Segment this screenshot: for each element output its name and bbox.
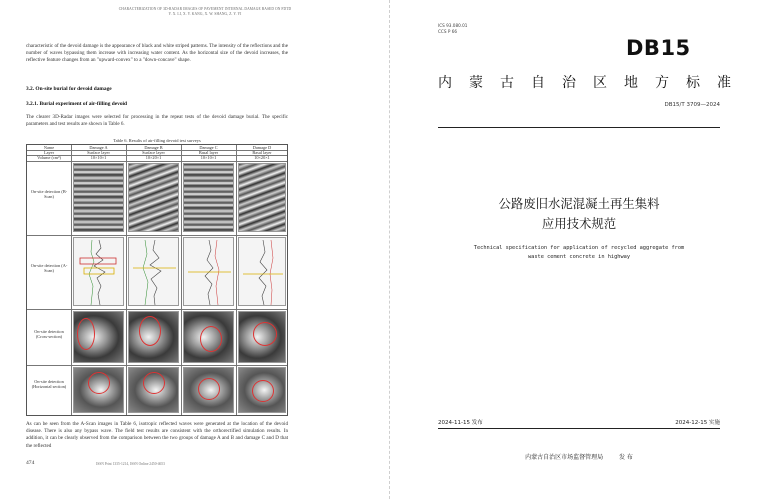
left-page [0, 0, 389, 499]
footer-rule [438, 428, 720, 429]
standard-logo: DB15 [626, 36, 691, 60]
row-label-ascan: On-site detection (A-Scan) [30, 263, 68, 273]
ascan-image-c [183, 237, 234, 306]
damage-circle [88, 372, 110, 394]
bscan-image-b [128, 163, 179, 232]
col-name-a: Damage A [89, 145, 108, 150]
bscan-image-d [238, 163, 286, 232]
row-label-bscan: On-site detection (B-Scan) [30, 189, 68, 199]
standard-category: 内蒙古自治区地方标准 [438, 75, 748, 91]
ascan-plot-a [74, 238, 124, 306]
section-heading: 3.2. On-site burial for devoid damage [26, 86, 112, 92]
table-row-bscan [27, 161, 287, 236]
results-table [26, 144, 288, 416]
table-row-ascan [27, 235, 287, 310]
issn-footer: ISSN Print 1335-1214, ISSN Online 2450-4653 [96, 462, 165, 466]
paragraph-experiment: The clearer 3D-Radar images were selected for processing in the repeat tests of the devoid damage burial. The specific parameters and test results are shown in Table 6. [26, 114, 288, 128]
english-title [438, 244, 720, 261]
classification-codes [438, 23, 467, 35]
col-volume-d: 10×20×1 [254, 155, 270, 160]
page-number: 474 [26, 460, 35, 466]
col-name-c: Damage C [199, 145, 218, 150]
damage-circle [252, 380, 274, 402]
col-layer-a: Surface layer [87, 150, 110, 155]
table-row-horizontal-section [27, 365, 287, 415]
ics-code: ICS 93.080.01 [438, 23, 468, 28]
table-row-cross-section [27, 309, 287, 366]
col-name-d: Damage D [252, 145, 272, 150]
cross-section-image-b [128, 311, 179, 363]
ccs-code: CCS P 66 [438, 29, 458, 34]
publisher-name: 内蒙古自治区市场监督管理局 [525, 454, 604, 461]
col-layer-d: Basal layer [252, 150, 272, 155]
ascan-image-a [73, 237, 124, 306]
horizontal-section-image-d [238, 367, 286, 413]
chinese-title-line1: 公路废旧水泥混凝土再生集料 [498, 196, 660, 211]
col-volume-c: 10×10×1 [200, 155, 217, 160]
paragraph-intro: characteristic of the devoid damage is the appearance of black and white striped patterns. The intensity of the reflections and the number of waves bypassing them increase with increasing water content. As the horizontal size of the devoid increases, the reflective feature changes from an "upward-convex" to a "down-concave" shape. [26, 43, 288, 64]
row-label-horizontal-section: On-site detection (Horizontal section) [31, 379, 67, 389]
damage-circle [200, 326, 222, 352]
running-head-authors: Y. X. LI, X. Y. KANG, X. W. SHANG, Z. Y. YI [168, 11, 242, 16]
ascan-plot-c [184, 238, 234, 306]
ascan-plot-b [129, 238, 179, 306]
publish-word: 发 布 [619, 454, 633, 461]
damage-circle [198, 378, 220, 400]
horizontal-section-image-c [183, 367, 234, 413]
standard-number: DB15/T 3709—2024 [664, 102, 720, 108]
col-volume-a: 10×10×1 [90, 155, 107, 160]
implementation-date: 2024-12-15 实施 [675, 420, 720, 426]
cross-section-image-c [183, 311, 234, 363]
ascan-image-b [128, 237, 179, 306]
cross-section-image-a [73, 311, 124, 363]
issue-date: 2024-11-15 发布 [438, 420, 483, 426]
damage-circle [143, 372, 165, 394]
english-title-line1: Technical specification for application of recycled aggregate from [473, 245, 685, 251]
horizontal-section-image-b [128, 367, 179, 413]
bscan-image-a [73, 163, 124, 232]
col-layer-b: Surface layer [142, 150, 165, 155]
running-head-title: CHARACTERIZATION OF 3D-RADAR IMAGES OF PAVEMENT INTERNAL DAMAGE BASED ON FDTD [118, 7, 292, 11]
header-rule [438, 127, 720, 128]
publisher-line [438, 452, 720, 461]
col-name-b: Damage B [144, 145, 163, 150]
chinese-title-line2: 应用技术规范 [541, 216, 617, 231]
cross-section-image-d [238, 311, 286, 363]
date-line [438, 418, 720, 426]
damage-circle [77, 318, 95, 350]
ascan-image-d [238, 237, 286, 306]
col-volume-b: 10×20×1 [145, 155, 162, 160]
right-page [390, 0, 780, 499]
damage-circle [139, 316, 161, 346]
ascan-plot-d [239, 238, 286, 306]
bscan-image-c [183, 163, 234, 232]
table-caption: Table 6. Results of air-filling devoid test surveys [113, 138, 201, 143]
horizontal-section-image-a [73, 367, 124, 413]
damage-circle [253, 322, 277, 346]
subsection-heading: 3.2.1. Burial experiment of air-filling devoid [26, 101, 128, 107]
row-label-cross-section: On-site detection (Cross-section) [34, 329, 64, 339]
paragraph-discussion: As can be seen from the A-Scan images in Table 6, isotropic reflected waves were generated at the location of the devoid disease. There is also any bypass wave. The field test results are consistent with the orthorectified simulation results. In addition, it can be clearly observed from the comparison between the two groups of damage A and B and damage C and D that the reflected [26, 421, 288, 449]
header-layer: Layer [43, 150, 55, 155]
chinese-title [438, 194, 720, 234]
english-title-line2: waste cement concrete in highway [527, 253, 631, 260]
header-volume: Volume (cm³) [37, 155, 61, 160]
running-head [40, 7, 370, 16]
col-layer-c: Basal layer [198, 150, 219, 155]
header-name: Name [43, 145, 55, 150]
